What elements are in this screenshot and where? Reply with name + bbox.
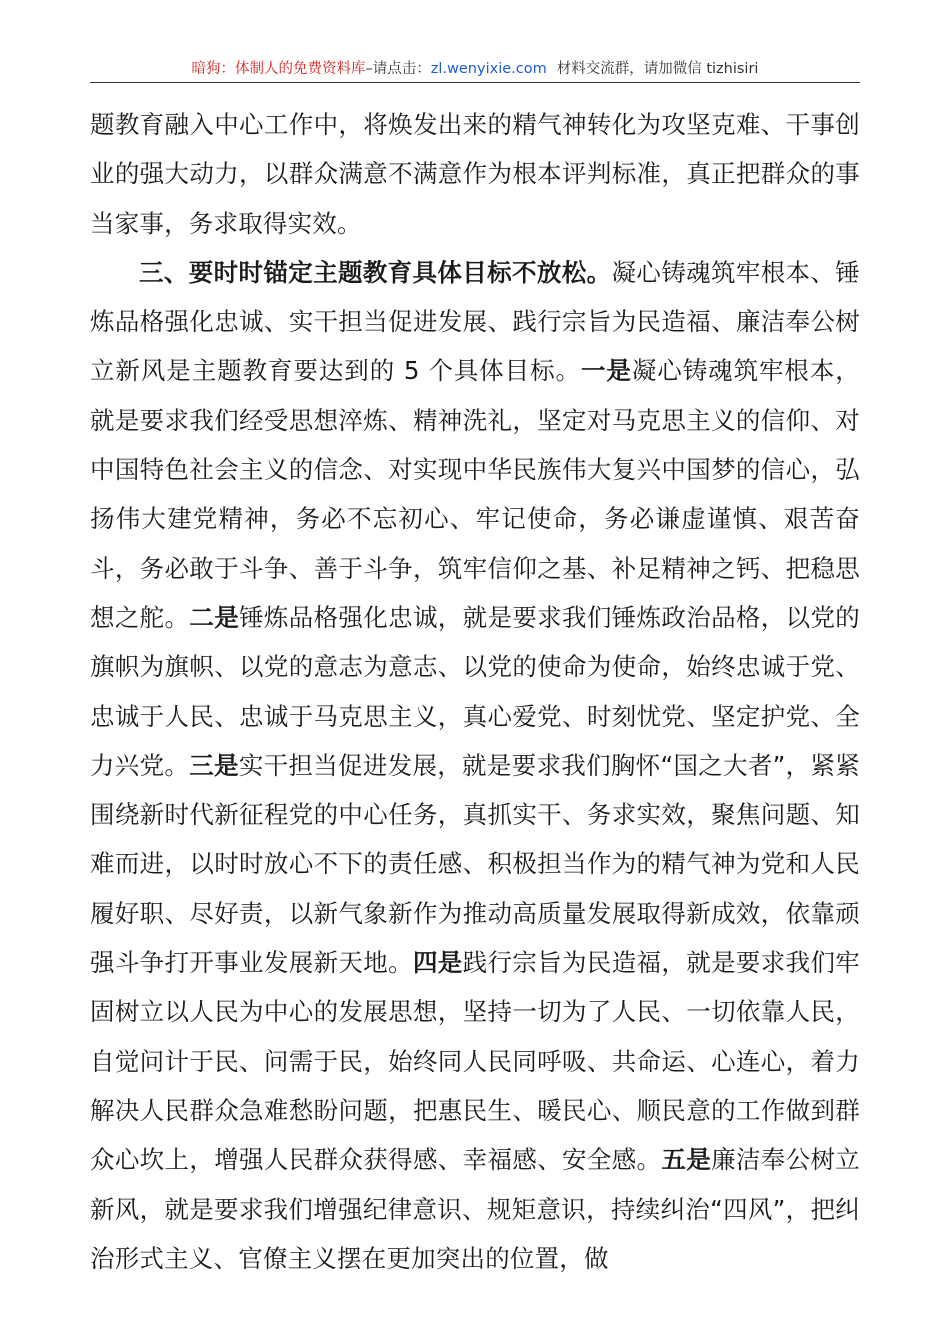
item-text: 践行宗旨为民造福，就是要求我们牢固树立以人民为中心的发展思想，坚持一切为了人民、一切依靠人民，自觉问计于民、问需于民，始终同人民同呼吸、共命运、心连心，着力解决人民群众急难愁盼问题，把惠民生、暖民心、顺民意的工作做到群众心坎上，增强人民群众获得感、幸福感、安全感。 bbox=[90, 948, 860, 1175]
header-wechat: 材料交流群，请加微信 tizhisiri bbox=[556, 61, 759, 77]
header-link[interactable]: zl.wenyixie.com bbox=[430, 61, 547, 77]
page-header bbox=[90, 58, 860, 83]
document-body bbox=[90, 100, 860, 1283]
item-label: 五是 bbox=[661, 1145, 712, 1175]
item-label: 三是 bbox=[189, 750, 239, 780]
header-brand: 暗狗：体制人的免费资料库 bbox=[191, 61, 366, 77]
paragraph-section-three bbox=[90, 248, 860, 1283]
section-heading: 三、要时时锚定主题教育具体目标不放松。 bbox=[139, 257, 612, 287]
item-label: 二是 bbox=[189, 602, 240, 632]
item-text: 锤炼品格强化忠诚，就是要求我们锤炼政治品格，以党的旗帜为旗帜、以党的意志为意志、以党的使命为使命，始终忠诚于党、忠诚于人民、忠诚于马克思主义，真心爱党、时刻忧党、坚定护党、全力兴党。 bbox=[90, 602, 860, 780]
item-label: 一是 bbox=[580, 356, 632, 386]
item-label: 四是 bbox=[412, 948, 463, 978]
item-text: 实干担当促进发展，就是要求我们胸怀“国之大者”，紧紧围绕新时代新征程党的中心任务，真抓实干、务求实效，聚焦问题、知难而进，以时时放心不下的责任感、积极担当作为的精气神为党和人民履好职、尽好责，以新气象新作为推动高质量发展取得新成效，依靠顽强斗争打开事业发展新天地。 bbox=[90, 750, 860, 978]
paragraph-continued: 题教育融入中心工作中，将焕发出来的精气神转化为攻坚克难、干事创业的强大动力，以群众满意不满意作为根本评判标准，真正把群众的事当家事，务求取得实效。 bbox=[90, 110, 860, 238]
item-text: 凝心铸魂筑牢根本，就是要求我们经受思想淬炼、精神洗礼，坚定对马克思主义的信仰、对中国特色社会主义的信念、对实现中华民族伟大复兴中国梦的信心，弘扬伟大建党精神，务必不忘初心、牢记使命，务必谦虚谨慎、艰苦奋斗，务必敢于斗争、善于斗争，筑牢信仰之基、补足精神之钙、把稳思想之舵。 bbox=[90, 356, 860, 632]
header-separator: –请点击： bbox=[365, 61, 431, 77]
section-intro: 凝心铸魂筑牢根本、锤炼品格强化忠诚、实干担当促进发展、践行宗旨为民造福、廉洁奉公树立新风是主题教育要达到的 5 个具体目标。 bbox=[90, 257, 860, 386]
item-text: 廉洁奉公树立新风，就是要求我们增强纪律意识、规矩意识，持续纠治“四风”，把纠治形式主义、官僚主义摆在更加突出的位置，做 bbox=[90, 1145, 860, 1273]
